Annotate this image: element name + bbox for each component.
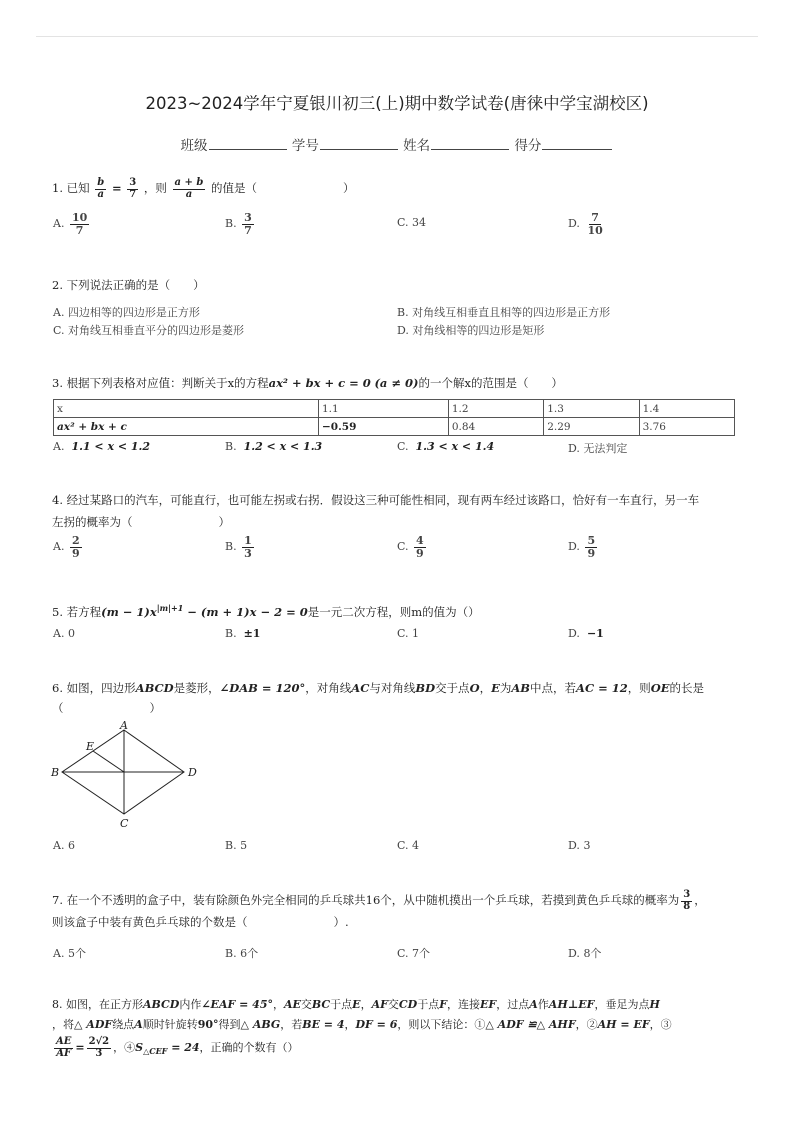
equals: =: [111, 181, 122, 195]
stem-text: ，: [694, 893, 706, 907]
stem-text: ，④: [113, 1041, 136, 1054]
option-text: 1.2 < x < 1.3: [243, 440, 323, 453]
option-label: B.: [225, 540, 237, 554]
stem-text: 交于点: [435, 681, 470, 695]
question-8: [52, 995, 742, 1061]
number-label: 学号: [291, 138, 319, 154]
denominator: a: [97, 188, 105, 200]
fraction: [585, 535, 597, 559]
math: AH = EF: [597, 1018, 650, 1031]
math: E: [491, 681, 500, 695]
option-b[interactable]: [225, 535, 256, 559]
table-cell: ax² + bx + c: [54, 418, 319, 436]
option-label: A.: [53, 217, 65, 231]
stem-text: 经过某路口的汽车，可能直行，也可能左拐或右拐．假设这三种可能性相同，现有两车经过该路口，恰好有一车直行，另一车: [66, 493, 700, 507]
stem-text: ，垂足为点: [594, 998, 650, 1011]
table-cell: 2.29: [544, 418, 639, 436]
label-d: D: [188, 766, 197, 779]
numerator: 3: [244, 211, 252, 224]
denominator: 8: [683, 900, 691, 912]
fraction: [70, 212, 89, 236]
stem-text: ，对角线: [305, 681, 352, 695]
label-c: C: [120, 817, 129, 830]
stem-text: ，过点: [496, 998, 530, 1011]
option-label: D.: [568, 540, 580, 554]
stem-text: ，②: [575, 1018, 598, 1031]
option-d[interactable]: [568, 945, 601, 961]
equation: − (m + 1)x − 2 = 0: [183, 604, 308, 619]
fraction: [242, 535, 254, 559]
option-text: 8个: [583, 947, 602, 960]
table-cell: 1.2: [448, 400, 543, 418]
stem-text: 交: [387, 998, 399, 1011]
option-d[interactable]: [568, 212, 607, 236]
table-row: [54, 400, 735, 418]
denominator: 7: [129, 188, 137, 200]
math: BD: [415, 681, 436, 695]
math: E: [352, 998, 361, 1011]
table-cell: 1.4: [639, 400, 734, 418]
denominator: 7: [244, 223, 252, 237]
option-d[interactable]: [568, 535, 599, 559]
fraction: [681, 890, 692, 912]
stem-text: 若方程: [66, 604, 102, 619]
stem-text: 左拐的概率为（: [52, 515, 133, 529]
subscript: △CEF: [143, 1046, 168, 1057]
math: ABCD: [135, 681, 174, 695]
option-d[interactable]: [568, 839, 590, 852]
stem-text: ）.: [333, 915, 349, 929]
math: H: [649, 998, 660, 1011]
question-number: 4.: [52, 493, 63, 507]
math: F: [439, 998, 448, 1011]
table-cell: 0.84: [448, 418, 543, 436]
option-b[interactable]: B. 对角线互相垂直且相等的四边形是正方形: [397, 306, 611, 319]
denominator: 9: [416, 546, 424, 560]
numerator: 1: [244, 534, 252, 547]
denominator: 3: [244, 546, 252, 560]
denominator: 10: [587, 223, 603, 237]
stem-text: ，: [360, 998, 372, 1011]
value-table: [53, 399, 735, 436]
denominator: 3: [95, 1047, 103, 1059]
option-label: C.: [397, 216, 409, 229]
rhombus-figure: [48, 720, 208, 830]
question-number: 6.: [52, 681, 63, 695]
math: 90°: [197, 1018, 219, 1031]
option-label: A.: [53, 839, 65, 852]
stem-text: （: [52, 701, 64, 715]
option-text: 4: [412, 839, 420, 852]
math: A: [529, 998, 538, 1011]
numerator: AE: [56, 1036, 72, 1047]
stem-text: 在一个不透明的盒子中，装有除颜色外完全相同的乒乓球共16个，从中随机摸出一个乒乓球，若摸到黄色乒乓球的概率为: [66, 893, 680, 907]
option-label: A.: [53, 947, 65, 960]
stem-text: ，连接: [447, 998, 481, 1011]
option-b[interactable]: [225, 945, 258, 961]
stem-text: 如图，四边形: [66, 681, 136, 695]
math: CD: [398, 998, 418, 1011]
equals: =: [75, 1041, 85, 1054]
option-d[interactable]: [568, 440, 627, 456]
option-c[interactable]: [397, 535, 428, 559]
option-label: B.: [225, 839, 237, 852]
numerator: 2√2: [88, 1036, 110, 1047]
table-cell: 1.1: [319, 400, 449, 418]
option-text: ±1: [243, 627, 261, 640]
stem-text: 则该盒子中装有黄色乒乓球的个数是（: [52, 915, 248, 929]
option-label: A.: [53, 540, 65, 554]
math: AH⊥EF: [548, 998, 595, 1011]
stem-text: 中点，若: [530, 681, 577, 695]
option-text: 0: [67, 627, 75, 640]
question-3: [52, 373, 742, 393]
option-label: C.: [397, 627, 409, 640]
math: O: [469, 681, 480, 695]
option-c[interactable]: [397, 440, 494, 453]
stem-text: 顺时针旋转: [142, 1018, 198, 1031]
stem-text: 作: [537, 998, 549, 1011]
question-4: [52, 490, 742, 532]
option-label: C.: [397, 839, 409, 852]
stem-text: 如图，在正方形: [66, 998, 143, 1011]
numerator: 2: [71, 534, 80, 547]
option-a[interactable]: [53, 212, 91, 236]
math: △ ADF: [74, 1018, 113, 1031]
fraction: [70, 535, 82, 559]
question-number: 2.: [52, 278, 63, 292]
option-b[interactable]: [225, 440, 322, 453]
math: △ ADF ≌△ AHF: [485, 1018, 576, 1031]
option-text: 1: [412, 627, 420, 640]
numerator: 3: [683, 889, 691, 900]
stem-text: 的值是（: [211, 181, 258, 195]
option-label: B.: [225, 217, 237, 231]
option-label: A.: [53, 440, 65, 453]
stem-text: 根据下列表格对应值：判断关于x的方程: [66, 376, 269, 390]
math: EF: [480, 998, 497, 1011]
stem-text: 下列说法正确的是（ ）: [66, 278, 205, 292]
stem-text: 的长是: [669, 681, 705, 695]
stem-text: 是菱形，: [173, 681, 220, 695]
option-label: B.: [225, 947, 237, 960]
table-cell: −0.59: [319, 418, 449, 436]
option-c[interactable]: [397, 945, 430, 961]
math: AE: [283, 998, 301, 1011]
question-5: [52, 598, 742, 622]
math: BE = 4: [302, 1018, 345, 1031]
option-label: D.: [568, 627, 580, 640]
math: AC = 12: [576, 681, 628, 695]
option-text: −1: [586, 627, 604, 640]
stem-text: 绕点: [112, 1018, 135, 1031]
student-info-line: [0, 134, 794, 154]
table-cell: 1.3: [544, 400, 639, 418]
stem-text: 得到: [218, 1018, 241, 1031]
option-label: D.: [568, 839, 580, 852]
stem-text: ，: [272, 998, 284, 1011]
stem-text: ，将: [52, 1018, 74, 1031]
fraction: [95, 178, 106, 200]
option-text: 6: [67, 839, 75, 852]
exponent: |m|+1: [156, 603, 184, 613]
label-b: B: [51, 766, 60, 779]
math: A: [134, 1018, 143, 1031]
option-text: 6个: [240, 947, 259, 960]
option-a[interactable]: [53, 839, 75, 852]
math: ∠EAF = 45°: [201, 998, 273, 1011]
table-row: [54, 418, 735, 436]
denominator: 9: [71, 546, 80, 560]
option-text: 无法判定: [583, 442, 628, 455]
numerator: 7: [591, 211, 599, 224]
stem-text: ，正确的个数有（）: [199, 1041, 299, 1054]
question-2: [52, 275, 742, 295]
option-b[interactable]: [225, 212, 256, 236]
option-d[interactable]: [568, 627, 604, 640]
option-a[interactable]: [53, 945, 86, 961]
stem-text: ，则以下结论：①: [397, 1018, 486, 1031]
question-6: [52, 678, 742, 718]
question-1: [52, 178, 742, 200]
denominator: 7: [75, 223, 84, 237]
class-blank[interactable]: [209, 137, 287, 150]
stem-text: ，则: [143, 181, 167, 195]
equation: ax² + bx + c = 0: [268, 376, 371, 390]
option-c[interactable]: [397, 839, 419, 852]
numerator: b: [97, 177, 105, 188]
option-text: 3: [583, 839, 591, 852]
fraction: [242, 212, 254, 236]
numerator: 5: [587, 534, 596, 547]
stem-text: ，: [344, 1018, 356, 1031]
header-divider: [36, 36, 758, 37]
stem-text: 为: [499, 681, 512, 695]
math: BC: [311, 998, 331, 1011]
math: AC: [351, 681, 370, 695]
option-label: D.: [568, 442, 580, 455]
numerator: 10: [71, 211, 88, 224]
denominator: AF: [56, 1047, 72, 1059]
fraction: [173, 178, 206, 200]
name-label: 姓名: [403, 138, 431, 154]
question-number: 8.: [52, 998, 63, 1011]
table-cell: x: [54, 400, 319, 418]
score-blank[interactable]: [542, 137, 612, 150]
stem-text: 已知: [66, 181, 90, 195]
numerator: 3: [129, 177, 137, 188]
numerator: a + b: [174, 177, 204, 188]
page-title: 2023~2024学年宁夏银川初三(上)期中数学试卷(唐徕中学宝湖校区): [145, 94, 649, 113]
question-number: 7.: [52, 893, 63, 907]
option-label: B.: [225, 440, 237, 453]
denominator: 9: [587, 546, 596, 560]
stem-text: ，若: [280, 1018, 303, 1031]
stem-text: ）: [343, 181, 355, 195]
math: DF = 6: [355, 1018, 398, 1031]
stem-text: ，: [479, 681, 492, 695]
math: ABCD: [143, 998, 180, 1011]
fraction: [585, 212, 604, 236]
option-label: D.: [568, 217, 580, 231]
option-label: A.: [53, 627, 65, 640]
stem-text: 于点: [330, 998, 353, 1011]
numerator: 4: [416, 534, 424, 547]
equation: (m − 1)x: [101, 604, 157, 619]
question-7: [52, 890, 742, 932]
option-a[interactable]: [53, 627, 75, 640]
label-a: A: [120, 720, 128, 732]
math: = 24: [167, 1041, 200, 1054]
math: △ ABG: [240, 1018, 281, 1031]
option-text: 5: [240, 839, 248, 852]
option-label: C.: [397, 947, 409, 960]
option-a[interactable]: A. 四边相等的四边形是正方形: [53, 306, 200, 319]
stem-text: ）: [149, 701, 161, 715]
option-c[interactable]: [397, 216, 426, 229]
option-text: 1.3 < x < 1.4: [415, 440, 495, 453]
math: OE: [650, 681, 670, 695]
question-number: 1.: [52, 181, 63, 195]
stem-text: 是一元二次方程，则m的值为（）: [307, 604, 480, 619]
math: ∠DAB = 120°: [219, 681, 306, 695]
option-label: C.: [397, 540, 409, 554]
option-d[interactable]: D. 对角线相等的四边形是矩形: [397, 324, 545, 337]
stem-text: ）: [218, 515, 230, 529]
class-label: 班级: [180, 138, 208, 154]
label-e: E: [86, 740, 95, 753]
stem-text: 的一个解x的范围是（ ）: [418, 376, 563, 390]
question-number: 5.: [52, 604, 63, 619]
option-b[interactable]: [225, 839, 247, 852]
math: AF: [371, 998, 388, 1011]
stem-text: ，则: [627, 681, 651, 695]
condition: (a ≠ 0): [374, 376, 419, 390]
stem-text: 交: [300, 998, 312, 1011]
option-a[interactable]: [53, 440, 150, 453]
option-c[interactable]: [397, 627, 419, 640]
name-blank[interactable]: [431, 137, 509, 150]
option-b[interactable]: [225, 627, 260, 640]
option-a[interactable]: [53, 535, 84, 559]
math: AB: [511, 681, 531, 695]
denominator: a: [185, 188, 193, 200]
option-text: 1.1 < x < 1.2: [71, 440, 151, 453]
table-cell: 3.76: [639, 418, 734, 436]
stem-text: ，③: [649, 1018, 672, 1031]
fraction: [54, 1037, 73, 1059]
fraction: [414, 535, 426, 559]
segment-oe: [93, 751, 124, 772]
math: S: [135, 1041, 144, 1054]
stem-text: 与对角线: [369, 681, 416, 695]
option-text: 34: [412, 216, 427, 229]
number-blank[interactable]: [320, 137, 398, 150]
stem-text: 于点: [417, 998, 440, 1011]
stem-text: 内作: [179, 998, 202, 1011]
fraction: [127, 178, 138, 200]
score-label: 得分: [514, 138, 542, 154]
option-text: 5个: [67, 947, 86, 960]
option-label: D.: [568, 947, 580, 960]
option-label: C.: [397, 440, 409, 453]
fraction: [87, 1037, 112, 1059]
question-number: 3.: [52, 376, 63, 390]
option-label: B.: [225, 627, 237, 640]
option-c[interactable]: C. 对角线互相垂直平分的四边形是菱形: [53, 324, 245, 337]
option-text: 7个: [412, 947, 431, 960]
